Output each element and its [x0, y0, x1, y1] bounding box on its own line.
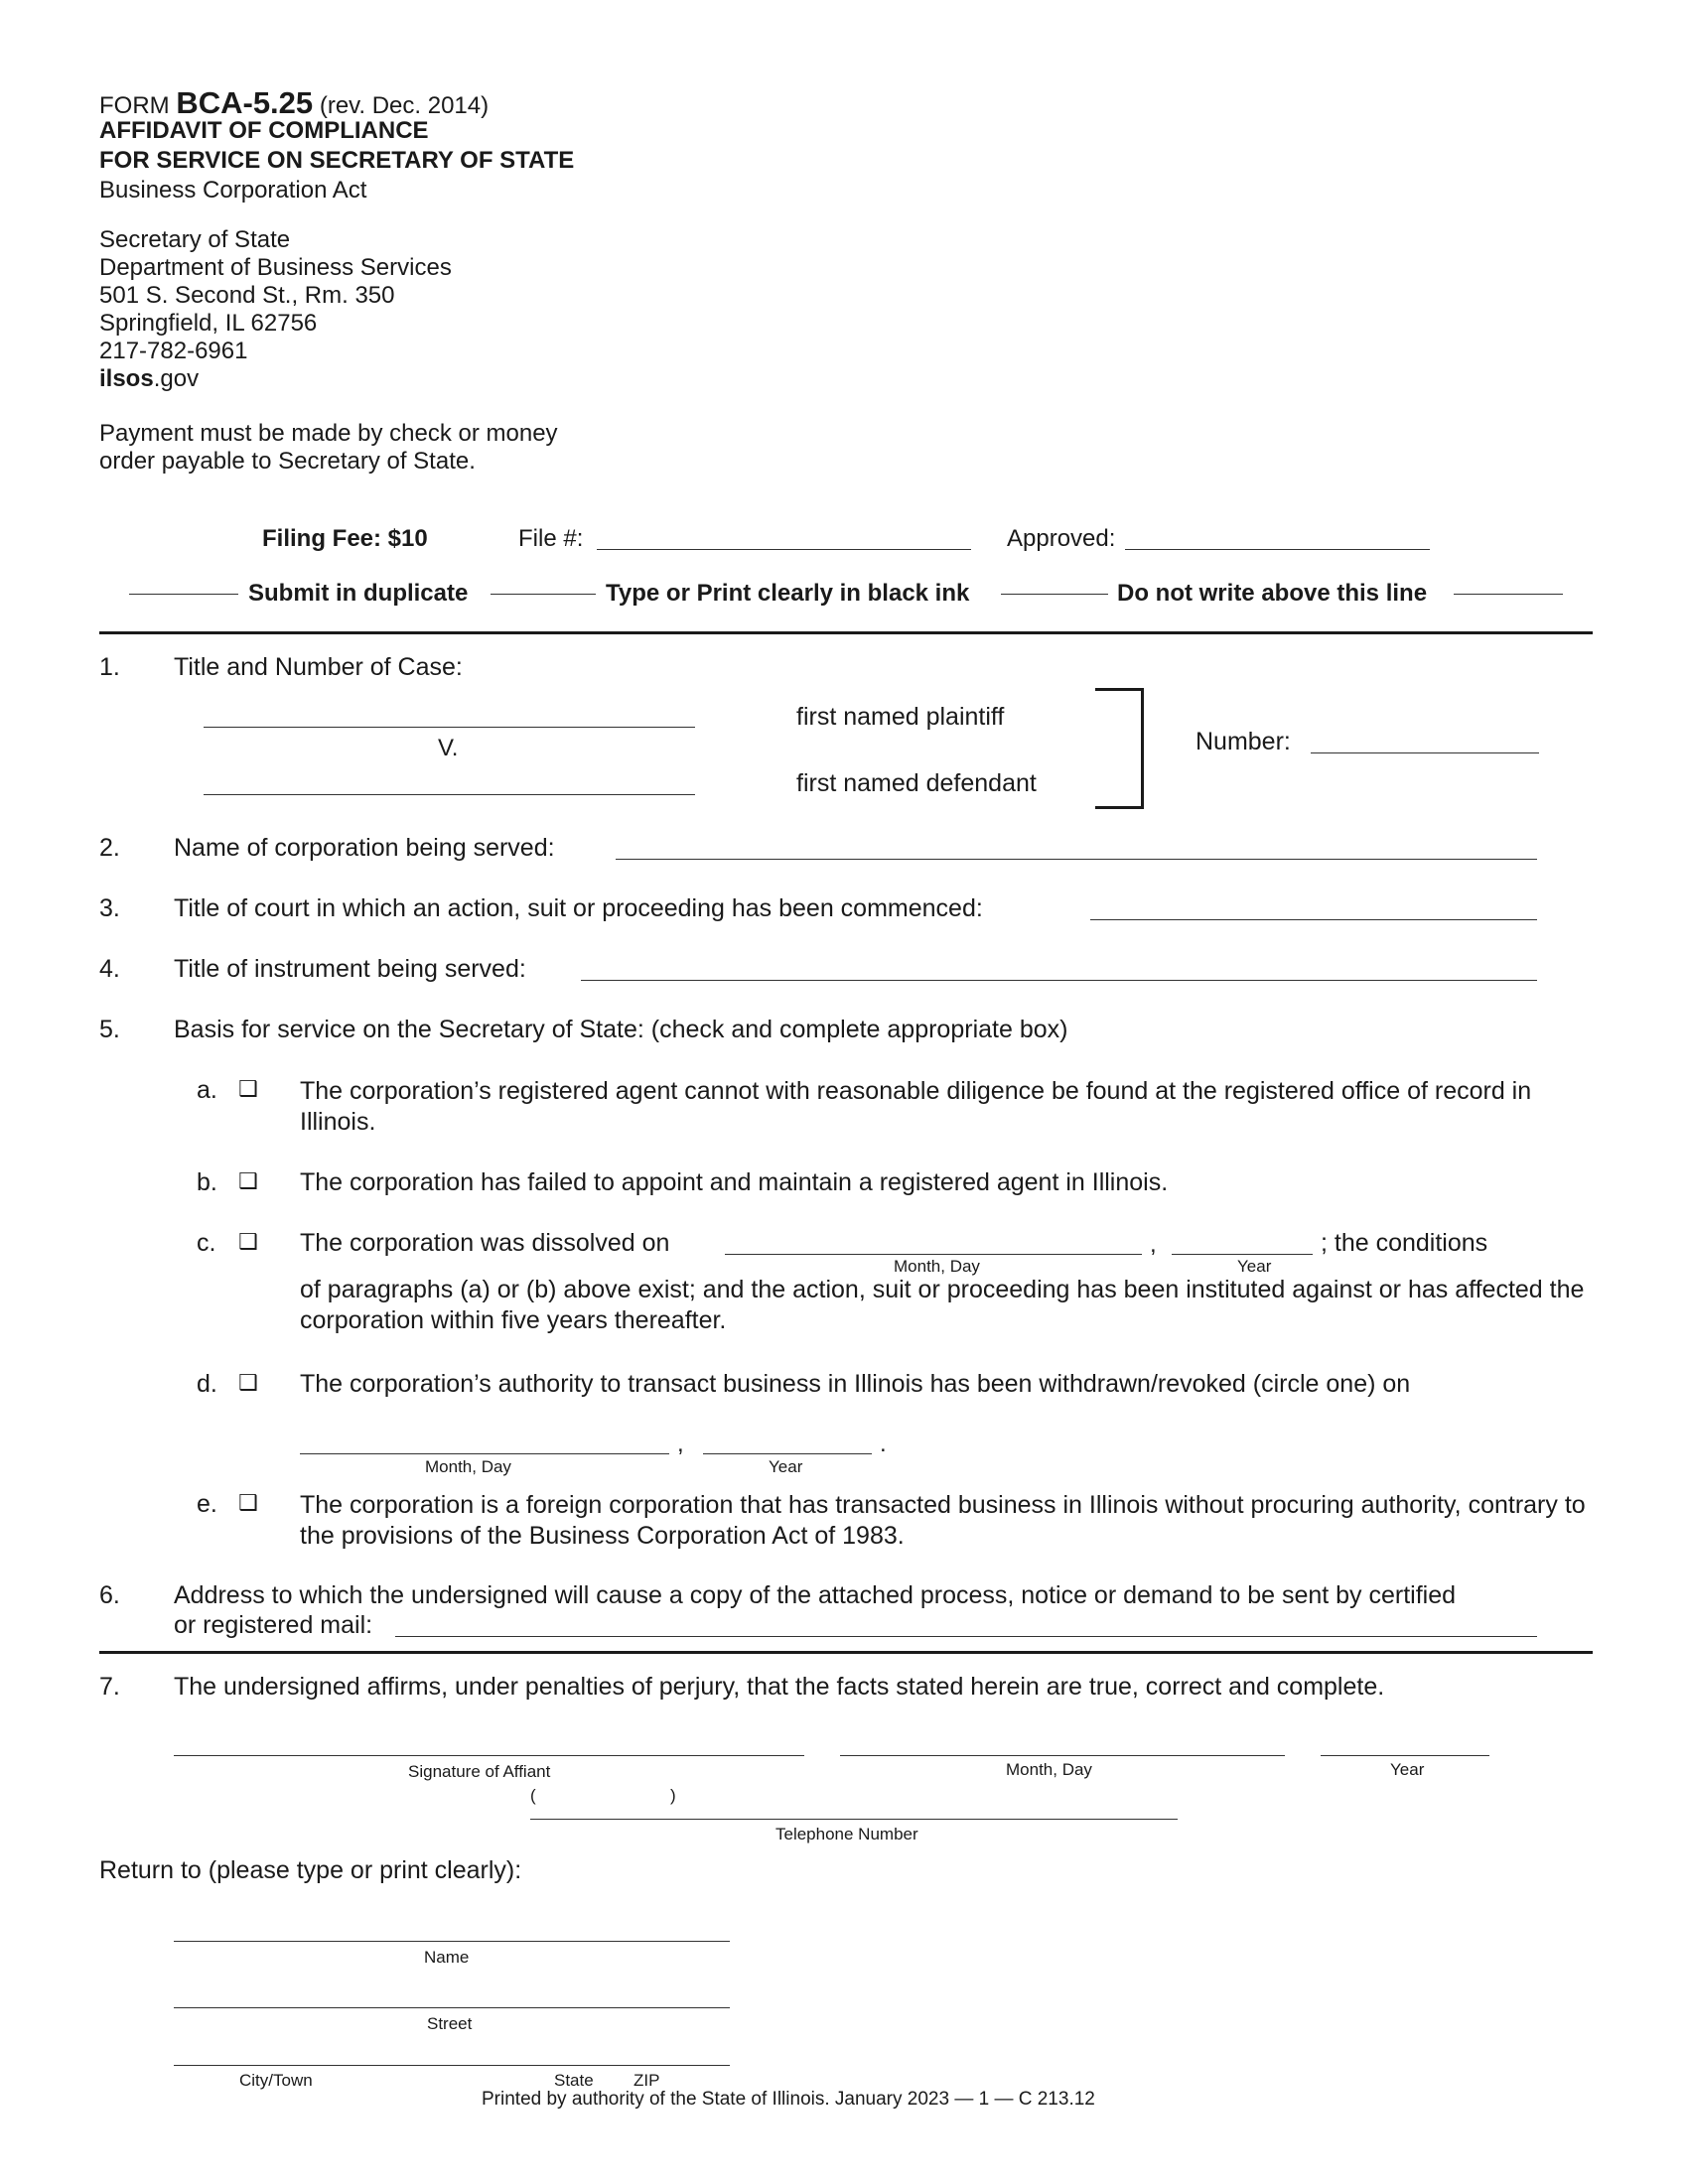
- act-name: Business Corporation Act: [99, 177, 367, 204]
- option-c-text3: of paragraphs (a) or (b) above exist; and the action, suit or proceeding has been instituted against or has affected the corporation within five years thereafter.: [300, 1276, 1585, 1334]
- option-c-text1: The corporation was dissolved on: [300, 1229, 670, 1257]
- item2-number: 2.: [99, 834, 120, 862]
- withdrawn-year-field[interactable]: [703, 1453, 872, 1454]
- option-d-text: The corporation’s authority to transact business in Illinois has been withdrawn/revoked (circle one) on: [300, 1370, 1411, 1398]
- address-phone: 217-782-6961: [99, 338, 248, 364]
- telephone-caption: Telephone Number: [775, 1825, 918, 1843]
- item3-number: 3.: [99, 894, 120, 922]
- signature-caption: Signature of Affiant: [408, 1762, 551, 1781]
- plaintiff-field[interactable]: [204, 727, 695, 728]
- plaintiff-label: first named plaintiff: [796, 703, 1005, 731]
- divider-segment: [1001, 594, 1108, 595]
- item3-label: Title of court in which an action, suit or proceeding has been commenced:: [174, 894, 983, 922]
- withdrawn-month-day-caption: Month, Day: [425, 1457, 511, 1476]
- divider-segment: [129, 594, 238, 595]
- return-zip-caption: ZIP: [633, 2071, 660, 2090]
- file-number-label: File #:: [518, 525, 584, 552]
- item2-label: Name of corporation being served:: [174, 834, 555, 862]
- footer-note: Printed by authority of the State of Illinois. January 2023 — 1 — C 213.12: [482, 2089, 1095, 2110]
- dissolved-month-day-caption: Month, Day: [894, 1257, 980, 1276]
- signature-field[interactable]: [174, 1755, 804, 1756]
- option-b-letter: b.: [197, 1168, 217, 1196]
- filing-fee: Filing Fee: $10: [262, 525, 428, 552]
- option-b-checkbox[interactable]: ❑: [238, 1169, 258, 1194]
- section-rule-top: [99, 631, 1593, 634]
- item1-label: Title and Number of Case:: [174, 653, 463, 681]
- case-number-label: Number:: [1196, 728, 1291, 755]
- approved-field[interactable]: [1125, 549, 1430, 550]
- address-website: [99, 365, 199, 393]
- submit-duplicate-note: Submit in duplicate: [248, 580, 469, 607]
- option-e-letter: e.: [197, 1490, 217, 1518]
- item7-number: 7.: [99, 1673, 120, 1701]
- option-c-checkbox[interactable]: ❑: [238, 1230, 258, 1255]
- withdrawn-month-day-field[interactable]: [300, 1453, 669, 1454]
- signature-month-day-field[interactable]: [840, 1755, 1285, 1756]
- signature-month-day-caption: Month, Day: [1006, 1760, 1092, 1779]
- option-c-text2: ; the conditions: [1321, 1229, 1488, 1257]
- dissolved-year-caption: Year: [1237, 1257, 1272, 1276]
- divider-segment: [1454, 594, 1563, 595]
- corporation-name-field[interactable]: [616, 859, 1537, 860]
- option-d-letter: d.: [197, 1370, 217, 1398]
- defendant-field[interactable]: [204, 794, 695, 795]
- case-number-field[interactable]: [1311, 752, 1539, 753]
- return-street-field[interactable]: [174, 2007, 730, 2008]
- form-prefix: FORM: [99, 92, 170, 119]
- defendant-label: first named defendant: [796, 769, 1037, 797]
- dissolved-month-day-field[interactable]: [725, 1254, 1142, 1255]
- option-a-text: The corporation’s registered agent cannot with reasonable diligence be found at the registered office of record in Illinois.: [300, 1077, 1532, 1136]
- item6-text-line1: Address to which the undersigned will cause a copy of the attached process, notice or demand to be sent by certified: [174, 1581, 1457, 1609]
- payment-line1: Payment must be made by check or money: [99, 420, 558, 447]
- divider-segment: [491, 594, 596, 595]
- section-rule-bottom: [99, 1651, 1593, 1654]
- return-name-caption: Name: [424, 1948, 470, 1967]
- option-b-text: The corporation has failed to appoint and maintain a registered agent in Illinois.: [300, 1168, 1169, 1196]
- option-e-checkbox[interactable]: ❑: [238, 1491, 258, 1516]
- website-bold: ilsos: [99, 365, 154, 392]
- return-name-field[interactable]: [174, 1941, 730, 1942]
- type-print-note: Type or Print clearly in black ink: [606, 580, 970, 607]
- option-a-checkbox[interactable]: ❑: [238, 1077, 258, 1102]
- form-title-line2: FOR SERVICE ON SECRETARY OF STATE: [99, 147, 575, 174]
- payment-line2: order payable to Secretary of State.: [99, 448, 476, 475]
- address-line1: Secretary of State: [99, 226, 291, 253]
- item1-number: 1.: [99, 653, 120, 681]
- instrument-title-field[interactable]: [581, 980, 1537, 981]
- item5-number: 5.: [99, 1016, 120, 1043]
- item7-text: The undersigned affirms, under penalties of perjury, that the facts stated herein are true, correct and complete.: [174, 1673, 1385, 1701]
- option-a-letter: a.: [197, 1076, 217, 1104]
- address-line2: Department of Business Services: [99, 254, 452, 281]
- option-e-text: The corporation is a foreign corporation that has transacted business in Illinois without procuring authority, contrary to the provisions of the Business Corporation Act of 1983.: [300, 1491, 1586, 1550]
- item4-number: 4.: [99, 955, 120, 983]
- phone-area-close: ): [670, 1786, 676, 1805]
- return-state-caption: State: [554, 2071, 594, 2090]
- form-title-line1: AFFIDAVIT OF COMPLIANCE: [99, 117, 429, 144]
- case-bracket: [1095, 688, 1144, 809]
- phone-area-open: (: [530, 1786, 536, 1805]
- approved-label: Approved:: [1007, 525, 1116, 552]
- comma-sep: ,: [1150, 1231, 1157, 1258]
- address-line3: 501 S. Second St., Rm. 350: [99, 282, 395, 309]
- return-city-state-zip-field[interactable]: [174, 2065, 730, 2066]
- option-d-checkbox[interactable]: ❑: [238, 1371, 258, 1396]
- file-number-field[interactable]: [597, 549, 971, 550]
- signature-year-caption: Year: [1390, 1760, 1425, 1779]
- do-not-write-note: Do not write above this line: [1117, 580, 1428, 607]
- address-line4: Springfield, IL 62756: [99, 310, 318, 337]
- return-to-label: Return to (please type or print clearly):: [99, 1856, 522, 1884]
- signature-year-field[interactable]: [1321, 1755, 1489, 1756]
- telephone-field[interactable]: [530, 1819, 1178, 1820]
- comma-sep: ,: [677, 1431, 684, 1457]
- website-rest: .gov: [153, 365, 200, 392]
- option-c-letter: c.: [197, 1229, 216, 1257]
- court-title-field[interactable]: [1090, 919, 1537, 920]
- form-id: [99, 85, 489, 121]
- form-revision: (rev. Dec. 2014): [319, 92, 490, 119]
- item6-text-line2: or registered mail:: [174, 1611, 373, 1639]
- item6-number: 6.: [99, 1581, 120, 1609]
- mailing-address-field[interactable]: [395, 1636, 1537, 1637]
- versus-label: V.: [438, 735, 459, 761]
- item4-label: Title of instrument being served:: [174, 955, 526, 983]
- return-street-caption: Street: [427, 2014, 473, 2033]
- form-number: BCA-5.25: [176, 85, 314, 120]
- item5-label: Basis for service on the Secretary of State: (check and complete appropriate box): [174, 1016, 1068, 1043]
- period-sep: .: [880, 1431, 887, 1457]
- dissolved-year-field[interactable]: [1172, 1254, 1313, 1255]
- withdrawn-year-caption: Year: [769, 1457, 803, 1476]
- return-city-caption: City/Town: [239, 2071, 313, 2090]
